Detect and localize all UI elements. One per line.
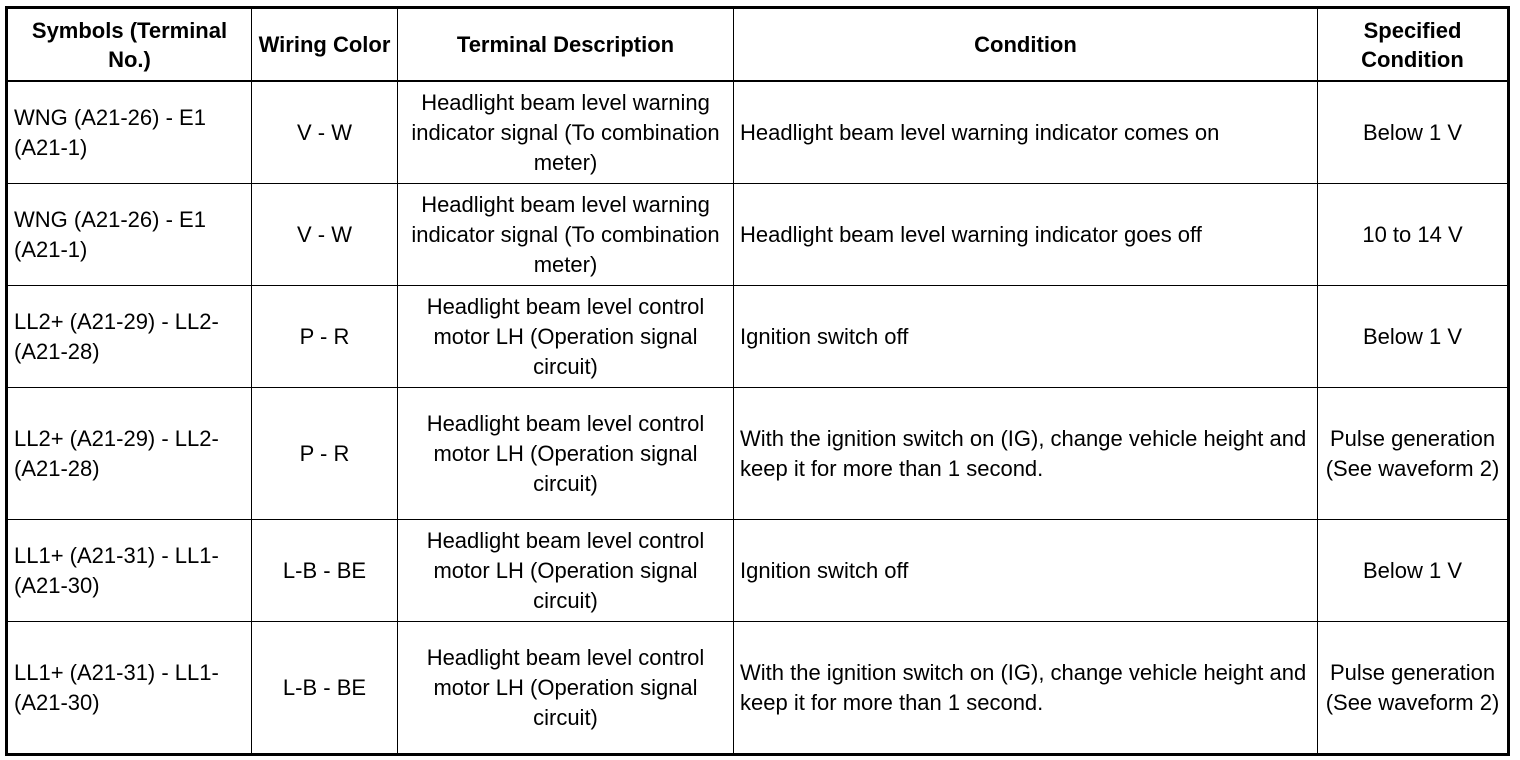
header-row xyxy=(7,8,1509,82)
cell-description: Headlight beam level control motor LH (Operation signal circuit) xyxy=(398,520,734,622)
table-row xyxy=(7,81,1509,184)
header-symbols: Symbols (Terminal No.) xyxy=(7,8,252,82)
terminal-spec-table xyxy=(5,6,1510,756)
cell-description: Headlight beam level control motor LH (Operation signal circuit) xyxy=(398,286,734,388)
cell-description: Headlight beam level warning indicator signal (To combination meter) xyxy=(398,81,734,184)
header-terminal-description: Terminal Description xyxy=(398,8,734,82)
cell-description: Headlight beam level control motor LH (Operation signal circuit) xyxy=(398,622,734,755)
cell-specified-condition: Below 1 V xyxy=(1318,286,1509,388)
cell-specified-condition: 10 to 14 V xyxy=(1318,184,1509,286)
cell-condition: Headlight beam level warning indicator goes off xyxy=(734,184,1318,286)
cell-condition: Ignition switch off xyxy=(734,520,1318,622)
table-body xyxy=(7,81,1509,755)
cell-symbol: WNG (A21-26) - E1 (A21-1) xyxy=(7,184,252,286)
table-row xyxy=(7,520,1509,622)
cell-condition: Ignition switch off xyxy=(734,286,1318,388)
cell-wiring-color: L-B - BE xyxy=(252,622,398,755)
cell-wiring-color: L-B - BE xyxy=(252,520,398,622)
cell-condition: Headlight beam level warning indicator comes on xyxy=(734,81,1318,184)
cell-specified-condition: Pulse generation (See waveform 2) xyxy=(1318,388,1509,520)
cell-condition: With the ignition switch on (IG), change vehicle height and keep it for more than 1 second. xyxy=(734,622,1318,755)
table-row xyxy=(7,184,1509,286)
cell-condition: With the ignition switch on (IG), change vehicle height and keep it for more than 1 second. xyxy=(734,388,1318,520)
cell-specified-condition: Below 1 V xyxy=(1318,520,1509,622)
table-row xyxy=(7,622,1509,755)
cell-description: Headlight beam level warning indicator signal (To combination meter) xyxy=(398,184,734,286)
table-header xyxy=(7,8,1509,82)
cell-specified-condition: Pulse generation (See waveform 2) xyxy=(1318,622,1509,755)
header-specified-condition: Specified Condition xyxy=(1318,8,1509,82)
cell-wiring-color: P - R xyxy=(252,388,398,520)
cell-symbol: LL2+ (A21-29) - LL2- (A21-28) xyxy=(7,286,252,388)
cell-description: Headlight beam level control motor LH (Operation signal circuit) xyxy=(398,388,734,520)
cell-wiring-color: P - R xyxy=(252,286,398,388)
cell-symbol: LL2+ (A21-29) - LL2- (A21-28) xyxy=(7,388,252,520)
cell-wiring-color: V - W xyxy=(252,184,398,286)
cell-wiring-color: V - W xyxy=(252,81,398,184)
cell-symbol: LL1+ (A21-31) - LL1- (A21-30) xyxy=(7,520,252,622)
table-row xyxy=(7,388,1509,520)
cell-specified-condition: Below 1 V xyxy=(1318,81,1509,184)
header-condition: Condition xyxy=(734,8,1318,82)
header-wiring-color: Wiring Color xyxy=(252,8,398,82)
table-row xyxy=(7,286,1509,388)
cell-symbol: LL1+ (A21-31) - LL1- (A21-30) xyxy=(7,622,252,755)
cell-symbol: WNG (A21-26) - E1 (A21-1) xyxy=(7,81,252,184)
